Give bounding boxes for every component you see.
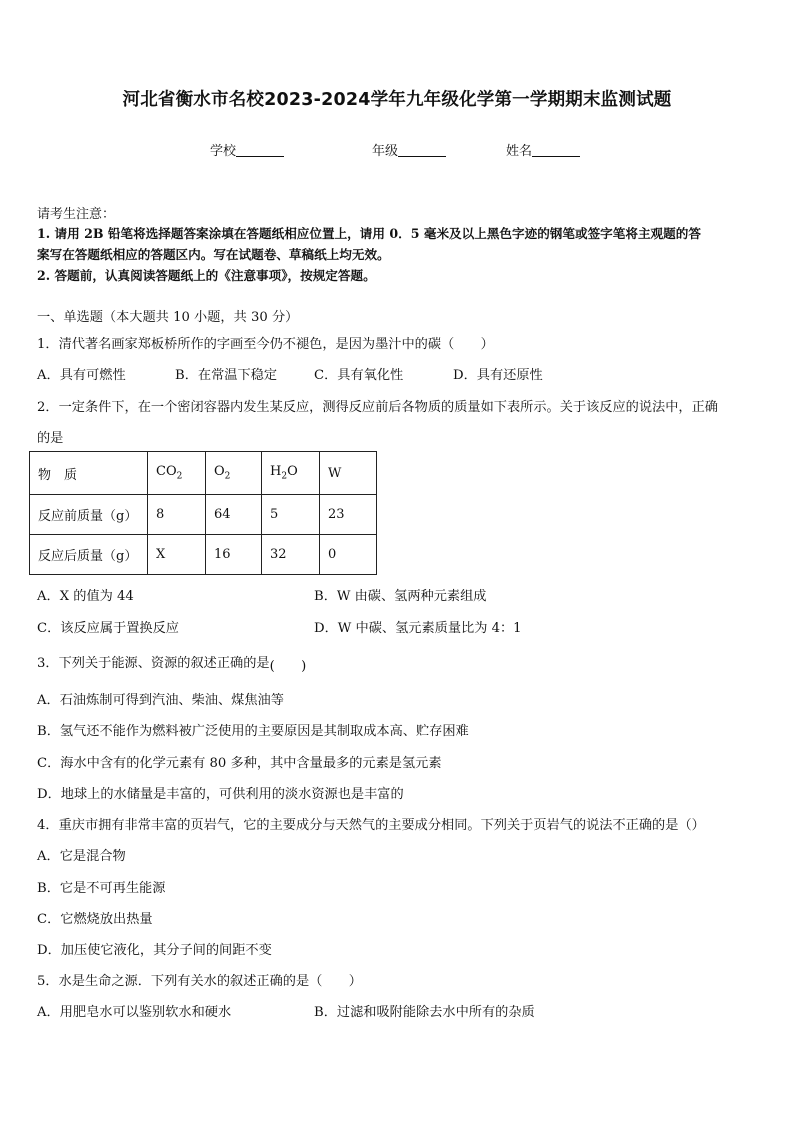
q4-option-a[interactable]: A．它是混合物	[37, 849, 126, 864]
school-field[interactable]	[210, 140, 284, 159]
table-cell: 8	[148, 495, 206, 535]
q1-option-c[interactable]: C．具有氧化性	[314, 368, 404, 383]
q1-option-a[interactable]: A．具有可燃性	[37, 368, 126, 383]
q2-option-a[interactable]: A．X 的值为 44	[37, 589, 134, 604]
q1-option-b[interactable]: B．在常温下稳定	[175, 368, 278, 383]
grade-label: 年级	[372, 144, 399, 159]
section-heading: 一、单选题（本大题共 10 小题，共 30 分）	[37, 310, 299, 325]
q3-answer-paren: ( )	[269, 659, 307, 674]
table-cell: 5	[262, 495, 320, 535]
q3-option-a[interactable]: A．石油炼制可得到汽油、柴油、煤焦油等	[37, 693, 284, 708]
name-blank[interactable]	[532, 142, 580, 157]
exam-title: 河北省衡水市名校2023-2024学年九年级化学第一学期期末监测试题	[122, 90, 672, 110]
table-cell: 32	[262, 535, 320, 575]
q2-mass-table	[29, 451, 377, 575]
school-label: 学校	[210, 144, 237, 159]
school-blank[interactable]	[236, 142, 284, 157]
table-cell: 23	[320, 495, 377, 535]
q1-stem: 1．清代著名画家郑板桥所作的字画至今仍不褪色，是因为墨汁中的碳（ ）	[37, 337, 494, 352]
grade-field[interactable]	[372, 140, 446, 159]
q2-stem-line-2: 的是	[37, 431, 64, 446]
q4-option-b[interactable]: B．它是不可再生能源	[37, 881, 166, 896]
table-header-row	[30, 452, 377, 495]
notice-item-1-line-2: 案写在答题纸相应的答题区内。写在试题卷、草稿纸上均无效。	[37, 247, 390, 262]
name-label: 姓名	[506, 144, 533, 159]
table-cell: 反应后质量（g）	[30, 535, 148, 575]
q2-stem-line-1: 2．一定条件下，在一个密闭容器内发生某反应，测得反应前后各物质的质量如下表所示。关于该反应的说法中，正确	[37, 400, 718, 415]
notice-item-2: 2. 答题前，认真阅读答题纸上的《注意事项》，按规定答题。	[37, 268, 376, 283]
table-cell: 64	[206, 495, 262, 535]
table-cell: 反应前质量（g）	[30, 495, 148, 535]
q4-option-d[interactable]: D．加压使它液化，其分子间的间距不变	[37, 943, 272, 958]
q1-option-d[interactable]: D．具有还原性	[453, 368, 543, 383]
name-field[interactable]	[506, 140, 580, 159]
q2-option-b[interactable]: B．W 由碳、氢两种元素组成	[314, 589, 487, 604]
q3-option-b[interactable]: B．氢气还不能作为燃料被广泛使用的主要原因是其制取成本高、贮存困难	[37, 724, 469, 739]
grade-blank[interactable]	[398, 142, 446, 157]
table-header-cell: $H_2O$	[262, 452, 320, 495]
q2-option-d[interactable]: D．W 中碳、氢元素质量比为 4：1	[314, 621, 522, 636]
table-row	[30, 495, 377, 535]
table-header-cell: W	[320, 452, 377, 495]
q3-option-c[interactable]: C．海水中含有的化学元素有 80 多种，其中含量最多的元素是氢元素	[37, 756, 442, 771]
table-header-cell: $O_2$	[206, 452, 262, 495]
q5-option-a[interactable]: A．用肥皂水可以鉴别软水和硬水	[37, 1005, 232, 1020]
q4-option-c[interactable]: C．它燃烧放出热量	[37, 912, 153, 927]
notice-item-1-line-1: 1. 请用 2B 铅笔将选择题答案涂填在答题纸相应位置上，请用 0．5 毫米及以上黑色字迹的钢笔或签字笔将主观题的答	[37, 226, 701, 241]
table-header-cell: $CO_2$	[148, 452, 206, 495]
q5-stem: 5．水是生命之源．下列有关水的叙述正确的是（ ）	[37, 974, 362, 989]
table-row	[30, 535, 377, 575]
table-cell: 0	[320, 535, 377, 575]
table-cell: X	[148, 535, 206, 575]
q2-option-c[interactable]: C．该反应属于置换反应	[37, 621, 179, 636]
q4-stem: 4．重庆市拥有非常丰富的页岩气，它的主要成分与天然气的主要成分相同。下列关于页岩气的说法不正确的是（）	[37, 818, 705, 833]
table-header-cell: 物 质	[30, 452, 148, 495]
student-info-row	[0, 140, 794, 160]
q3-option-d[interactable]: D．地球上的水储量是丰富的，可供利用的淡水资源也是丰富的	[37, 787, 404, 802]
q3-stem: 3．下列关于能源、资源的叙述正确的是( )	[37, 656, 307, 674]
table-cell: 16	[206, 535, 262, 575]
q5-option-b[interactable]: B．过滤和吸附能除去水中所有的杂质	[314, 1005, 535, 1020]
notice-heading: 请考生注意：	[37, 207, 116, 222]
